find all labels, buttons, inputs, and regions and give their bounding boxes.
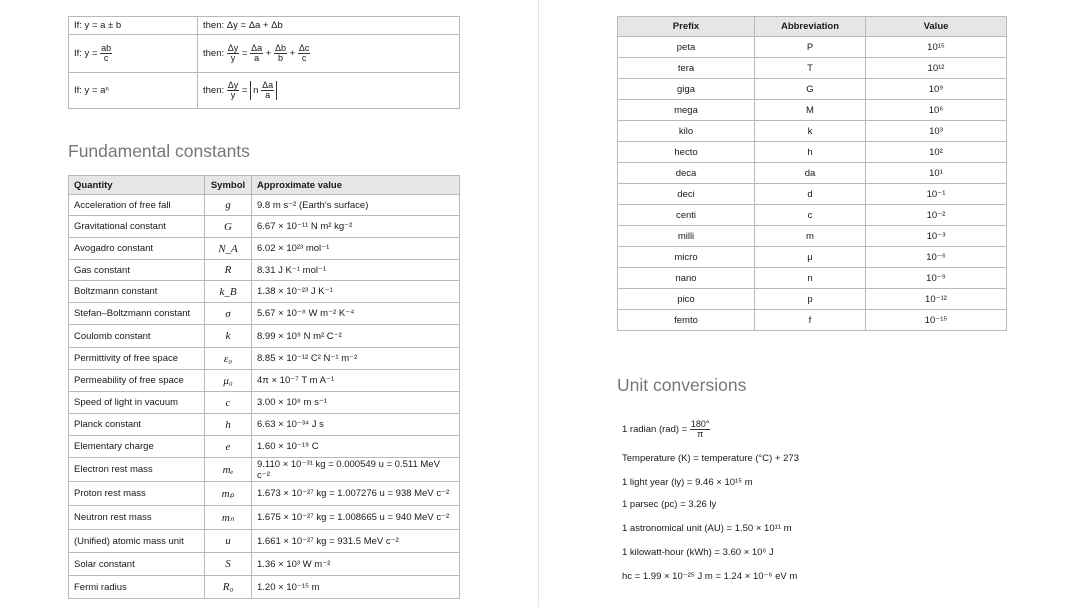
constant-quantity: Acceleration of free fall [69, 195, 205, 216]
constant-row [69, 482, 460, 506]
constant-symbol: k [205, 325, 252, 348]
constant-row [69, 458, 460, 482]
constant-value: 1.661 × 10⁻²⁷ kg = 931.5 MeV c⁻² [252, 530, 460, 553]
prefix-row [618, 79, 1007, 100]
prefix-value: 10⁻¹² [866, 289, 1007, 310]
constant-value: 9.8 m s⁻² (Earth's surface) [252, 195, 460, 216]
fundamental-constants-table [68, 175, 460, 599]
prefix-row [618, 100, 1007, 121]
prefix-row [618, 205, 1007, 226]
constant-row [69, 348, 460, 370]
constant-value: 6.63 × 10⁻³⁴ J s [252, 414, 460, 436]
conversion-line: 1 parsec (pc) = 3.26 ly [622, 499, 717, 510]
prefix-value: 10¹² [866, 58, 1007, 79]
prefix-abbreviation: da [755, 163, 866, 184]
rule-sum-then: then: Δy = Δa + Δb [198, 17, 460, 35]
prefix-abbreviation: c [755, 205, 866, 226]
rule-sum-if: If: y = a ± b [69, 17, 198, 35]
prefix-name: mega [618, 100, 755, 121]
prefix-abbreviation: f [755, 310, 866, 331]
constant-symbol: k_B [205, 281, 252, 303]
prefix-row [618, 37, 1007, 58]
constant-value: 8.99 × 10⁹ N m² C⁻² [252, 325, 460, 348]
prefix-table [617, 16, 1007, 331]
col-prefix: Prefix [618, 17, 755, 37]
prefix-row [618, 226, 1007, 247]
constant-symbol: μ₀ [205, 370, 252, 392]
constant-row [69, 392, 460, 414]
constant-row [69, 325, 460, 348]
error-propagation-table [68, 16, 460, 109]
constant-value: 9.110 × 10⁻³¹ kg = 0.000549 u = 0.511 MeV c⁻² [252, 458, 460, 482]
prefix-value: 10⁻² [866, 205, 1007, 226]
rule-power-then: then: $\frac{\Delta y}{y}$ = n $\frac{\Delta a}{a}$ [198, 73, 460, 109]
conversion-line: hc = 1.99 × 10⁻²⁵ J m = 1.24 × 10⁻⁶ eV m [622, 571, 798, 582]
prefix-row [618, 268, 1007, 289]
prefix-row [618, 247, 1007, 268]
prefix-abbreviation: T [755, 58, 866, 79]
prefix-name: pico [618, 289, 755, 310]
prefix-value: 10⁶ [866, 100, 1007, 121]
prefix-abbreviation: h [755, 142, 866, 163]
radian-conversion: 1 radian (rad) = $\frac{180^\circ}{\pi}$ [622, 419, 710, 439]
fraction-180-over-pi: $\frac{180^\circ}{\pi}$ [690, 419, 710, 439]
constant-symbol: mₚ [205, 482, 252, 506]
constant-symbol: e [205, 436, 252, 458]
prefix-row [618, 184, 1007, 205]
prefix-name: tera [618, 58, 755, 79]
rule-power-if: If: y = aⁿ [69, 73, 198, 109]
prefix-abbreviation: m [755, 226, 866, 247]
prefix-name: milli [618, 226, 755, 247]
prefix-row [618, 142, 1007, 163]
constant-row [69, 195, 460, 216]
col-quantity: Quantity [69, 176, 205, 195]
prefix-row [618, 58, 1007, 79]
col-value: Approximate value [252, 176, 460, 195]
col-symbol: Symbol [205, 176, 252, 195]
prefix-value: 10⁻¹ [866, 184, 1007, 205]
constant-quantity: Electron rest mass [69, 458, 205, 482]
prefix-value: 10⁻¹⁵ [866, 310, 1007, 331]
prefix-abbreviation: d [755, 184, 866, 205]
constant-symbol: N_A [205, 238, 252, 260]
constant-symbol: S [205, 553, 252, 576]
constant-row [69, 370, 460, 392]
constant-quantity: Permittivity of free space [69, 348, 205, 370]
constant-row [69, 281, 460, 303]
constant-quantity: Elementary charge [69, 436, 205, 458]
prefix-abbreviation: k [755, 121, 866, 142]
col-abbreviation: Abbreviation [755, 17, 866, 37]
constant-value: 1.675 × 10⁻²⁷ kg = 1.008665 u = 940 MeV c⁻² [252, 506, 460, 530]
prefix-row [618, 121, 1007, 142]
constant-quantity: Coulomb constant [69, 325, 205, 348]
constant-quantity: Fermi radius [69, 576, 205, 599]
prefix-row [618, 310, 1007, 331]
prefix-abbreviation: M [755, 100, 866, 121]
constant-quantity: Gravitational constant [69, 216, 205, 238]
constant-symbol: mₙ [205, 506, 252, 530]
constant-symbol: R₀ [205, 576, 252, 599]
fraction-ab-over-c: $\frac{ab}{c}$ [101, 43, 112, 63]
constant-value: 6.67 × 10⁻¹¹ N m² kg⁻² [252, 216, 460, 238]
fundamental-constants-heading: Fundamental constants [68, 141, 250, 161]
prefix-value: 10⁻³ [866, 226, 1007, 247]
prefix-name: deca [618, 163, 755, 184]
constant-row [69, 553, 460, 576]
prefix-name: deci [618, 184, 755, 205]
prefix-name: micro [618, 247, 755, 268]
prefix-abbreviation: n [755, 268, 866, 289]
prefix-value: 10⁻⁶ [866, 247, 1007, 268]
constant-symbol: G [205, 216, 252, 238]
prefix-name: giga [618, 79, 755, 100]
prefix-name: femto [618, 310, 755, 331]
constant-quantity: Avogadro constant [69, 238, 205, 260]
prefix-value: 10¹⁵ [866, 37, 1007, 58]
constant-symbol: h [205, 414, 252, 436]
constant-value: 8.31 J K⁻¹ mol⁻¹ [252, 260, 460, 281]
conversion-line: 1 light year (ly) = 9.46 × 10¹⁵ m [622, 477, 753, 488]
prefix-name: kilo [618, 121, 755, 142]
constant-row [69, 414, 460, 436]
constant-quantity: Gas constant [69, 260, 205, 281]
prefix-value: 10¹ [866, 163, 1007, 184]
constant-row [69, 506, 460, 530]
prefix-value: 10² [866, 142, 1007, 163]
constant-value: 1.60 × 10⁻¹⁹ C [252, 436, 460, 458]
prefix-abbreviation: P [755, 37, 866, 58]
constant-symbol: u [205, 530, 252, 553]
rule-product-then: then: $\frac{\Delta y}{y}$ = $\frac{\Delta a}{a}$ + $\frac{\Delta b}{b}$ + $\frac{\Delta c}{c}$ [198, 35, 460, 73]
constant-quantity: Planck constant [69, 414, 205, 436]
conversion-line: 1 kilowatt-hour (kWh) = 3.60 × 10⁶ J [622, 547, 774, 558]
prefix-abbreviation: μ [755, 247, 866, 268]
constant-quantity: Neutron rest mass [69, 506, 205, 530]
constant-quantity: Boltzmann constant [69, 281, 205, 303]
constant-symbol: g [205, 195, 252, 216]
constant-symbol: mₑ [205, 458, 252, 482]
constant-symbol: ε₀ [205, 348, 252, 370]
constant-value: 6.02 × 10²³ mol⁻¹ [252, 238, 460, 260]
prefix-name: hecto [618, 142, 755, 163]
constant-row [69, 260, 460, 281]
constant-quantity: (Unified) atomic mass unit [69, 530, 205, 553]
constant-row [69, 303, 460, 325]
prefix-value: 10⁻⁹ [866, 268, 1007, 289]
prefix-value: 10⁹ [866, 79, 1007, 100]
prefix-abbreviation: G [755, 79, 866, 100]
constant-value: 5.67 × 10⁻⁸ W m⁻² K⁻⁴ [252, 303, 460, 325]
conversion-line: Temperature (K) = temperature (°C) + 273 [622, 453, 799, 464]
conversion-line: 1 astronomical unit (AU) = 1.50 × 10¹¹ m [622, 523, 792, 534]
constant-row [69, 530, 460, 553]
constant-row [69, 216, 460, 238]
prefix-abbreviation: p [755, 289, 866, 310]
constant-quantity: Stefan–Boltzmann constant [69, 303, 205, 325]
constant-value: 1.20 × 10⁻¹⁵ m [252, 576, 460, 599]
prefix-name: nano [618, 268, 755, 289]
prefix-name: centi [618, 205, 755, 226]
prefix-row [618, 163, 1007, 184]
constant-value: 8.85 × 10⁻¹² C² N⁻¹ m⁻² [252, 348, 460, 370]
constant-value: 1.38 × 10⁻²³ J K⁻¹ [252, 281, 460, 303]
prefix-row [618, 289, 1007, 310]
constant-quantity: Permeability of free space [69, 370, 205, 392]
constant-value: 1.673 × 10⁻²⁷ kg = 1.007276 u = 938 MeV c⁻² [252, 482, 460, 506]
constant-symbol: R [205, 260, 252, 281]
prefix-value: 10³ [866, 121, 1007, 142]
constant-symbol: σ [205, 303, 252, 325]
constant-quantity: Speed of light in vacuum [69, 392, 205, 414]
constant-value: 4π × 10⁻⁷ T m A⁻¹ [252, 370, 460, 392]
constant-value: 1.36 × 10³ W m⁻² [252, 553, 460, 576]
constant-row [69, 576, 460, 599]
prefix-name: peta [618, 37, 755, 58]
constant-row [69, 436, 460, 458]
col-prefix-value: Value [866, 17, 1007, 37]
page-divider [538, 0, 539, 607]
constant-row [69, 238, 460, 260]
constant-value: 3.00 × 10⁸ m s⁻¹ [252, 392, 460, 414]
constant-quantity: Proton rest mass [69, 482, 205, 506]
rule-product-if: If: y = $\frac{ab}{c}$ [69, 35, 198, 73]
constant-quantity: Solar constant [69, 553, 205, 576]
unit-conversions-heading: Unit conversions [617, 375, 747, 395]
constant-symbol: c [205, 392, 252, 414]
